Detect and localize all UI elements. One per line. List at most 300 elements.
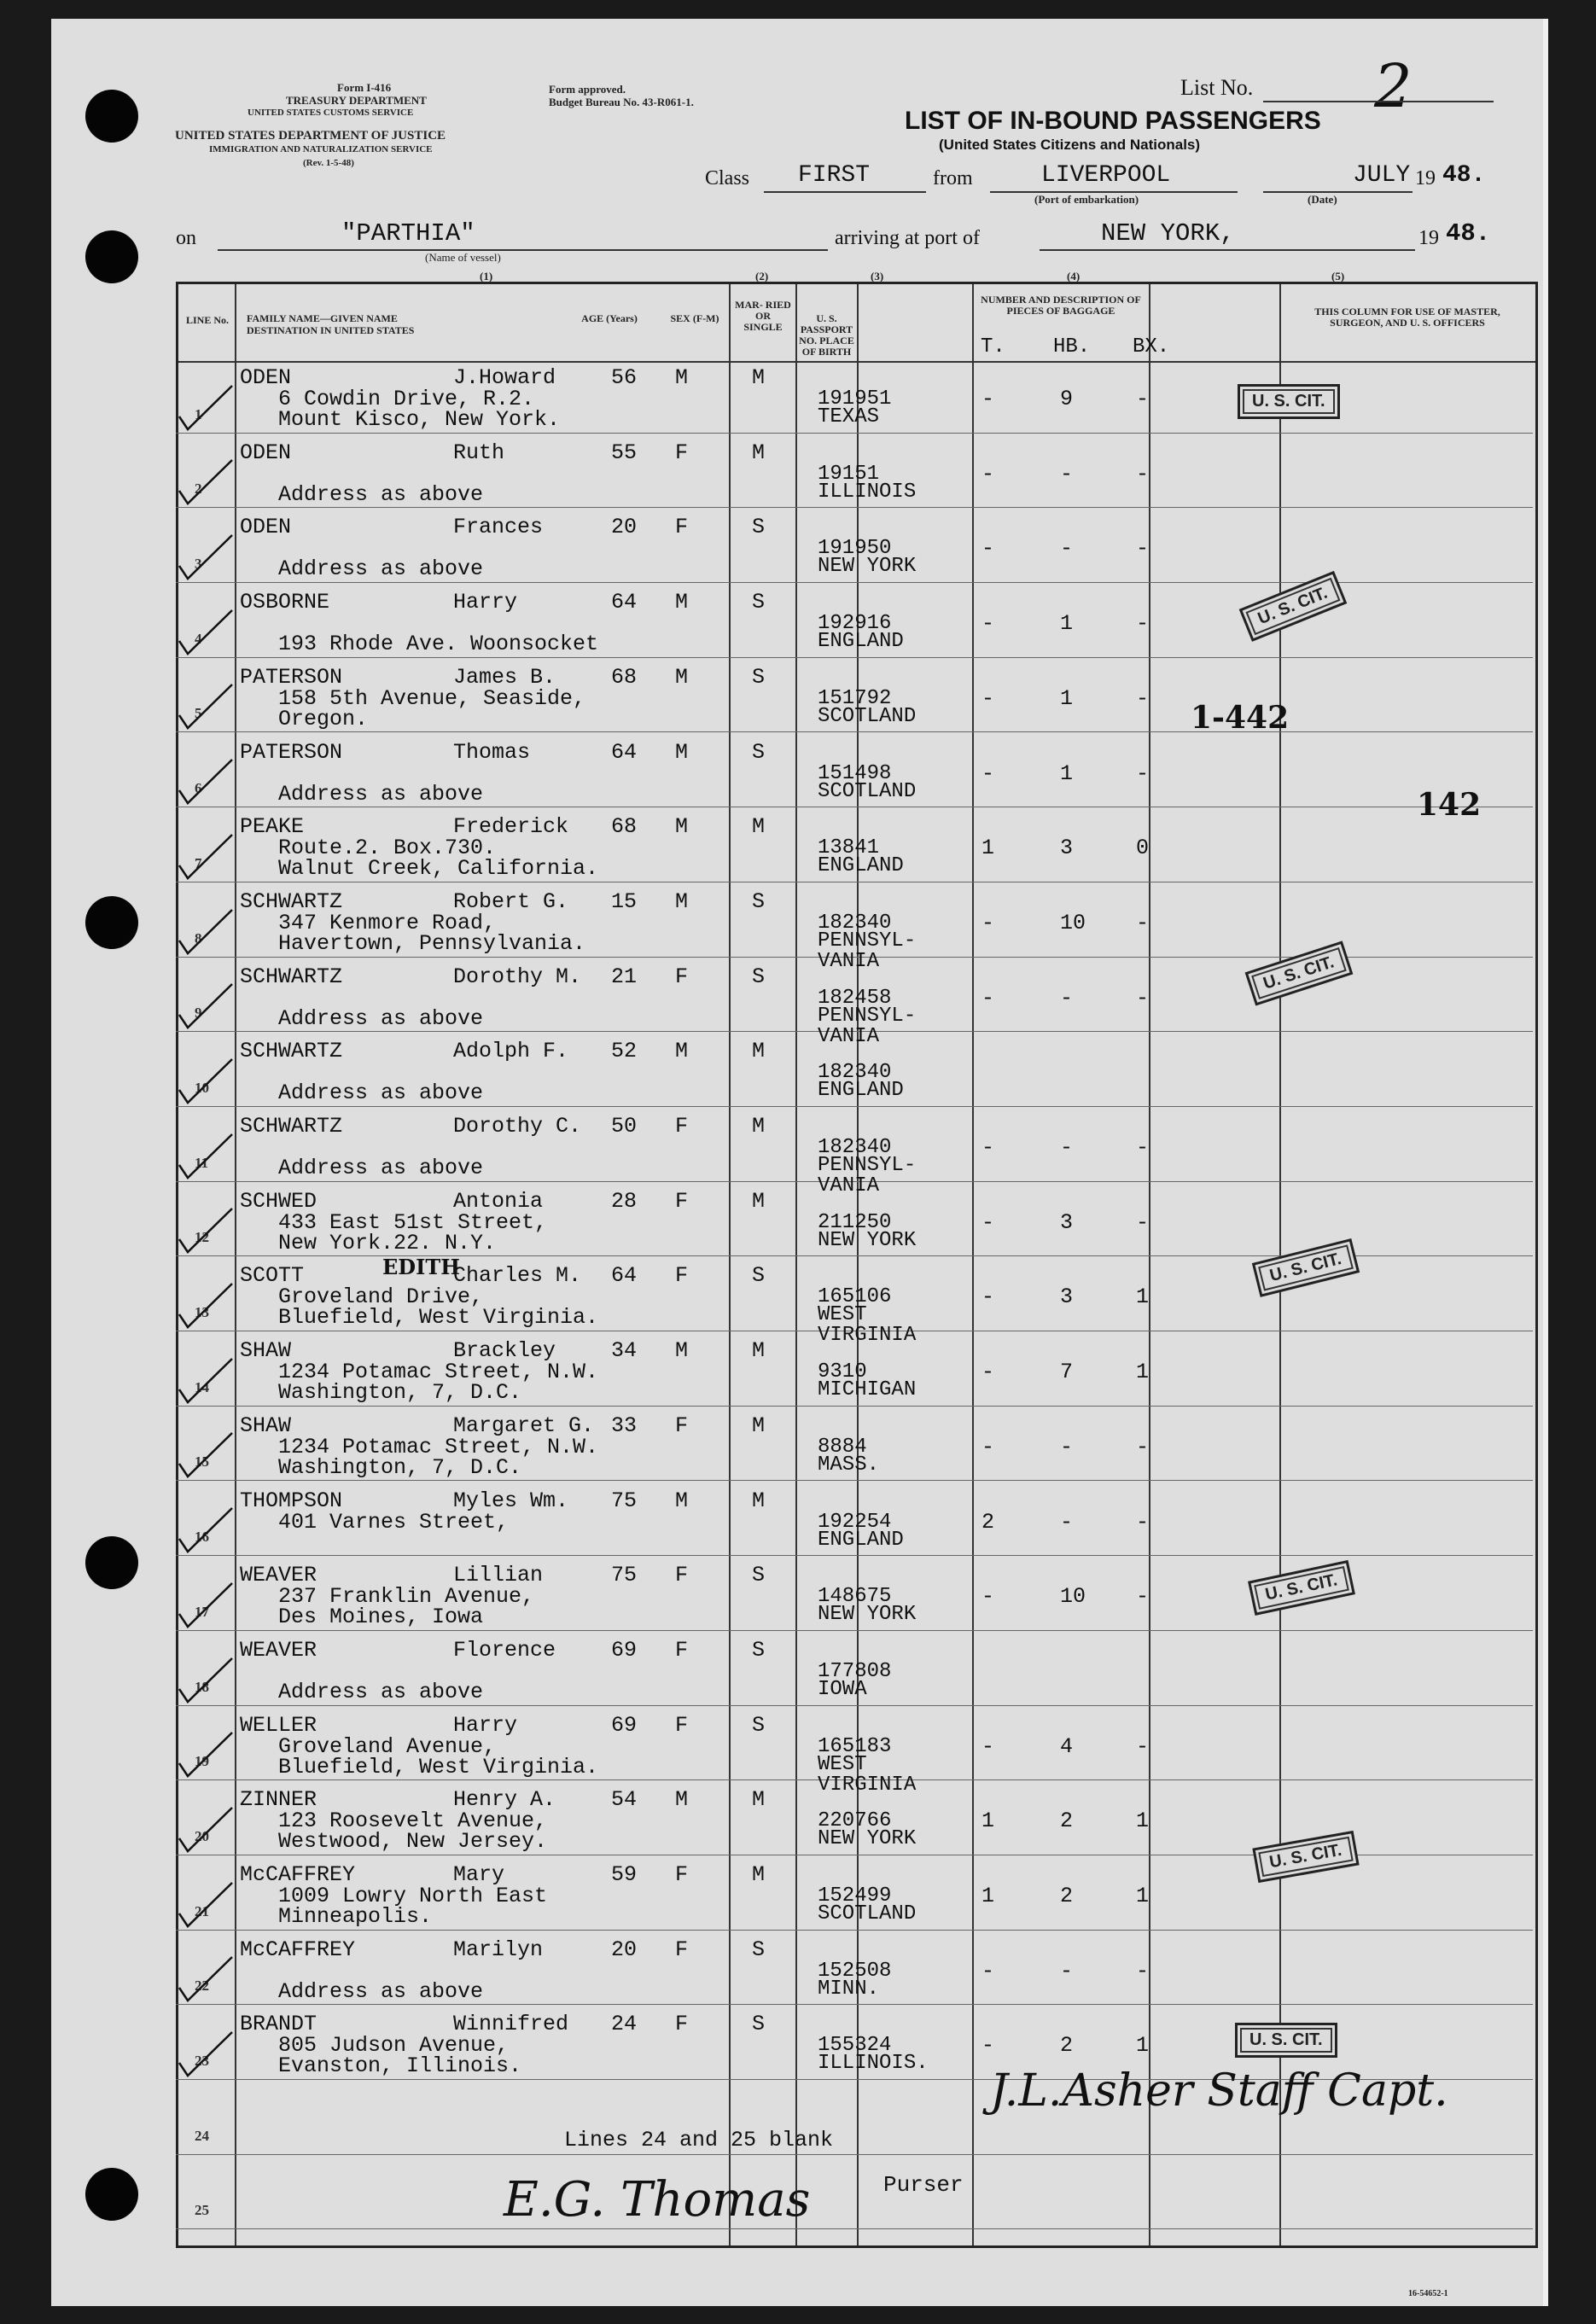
family-name: SCHWARTZ: [240, 1039, 343, 1064]
age: 64: [611, 739, 638, 765]
family-name: SHAW: [240, 1338, 292, 1364]
place-of-birth: ILLINOIS: [818, 480, 917, 504]
passport-number: 182340: [818, 911, 892, 935]
address-line-2: Washington, 7, D.C.: [278, 1454, 522, 1480]
table-row: [176, 733, 1533, 808]
col-head-name: FAMILY NAME—GIVEN NAME: [247, 312, 398, 324]
address-line-2: Address as above: [278, 781, 484, 807]
place-of-birth: MASS.: [818, 1453, 880, 1477]
line-number: 5: [195, 705, 202, 722]
passport-number: 192916: [818, 612, 892, 636]
table-row: [176, 1931, 1533, 2006]
age: 75: [611, 1563, 638, 1588]
sex: M: [675, 590, 689, 615]
baggage-t: -: [981, 611, 995, 637]
address-line-2: Address as above: [278, 481, 484, 507]
baggage-bx: -: [1136, 536, 1150, 562]
baggage-hb: 7: [1060, 1360, 1074, 1385]
binder-hole: [85, 2168, 138, 2221]
age: 75: [611, 1488, 638, 1513]
place-of-birth: MICHIGAN: [818, 1378, 917, 1402]
passport-number: 152499: [818, 1884, 892, 1908]
baggage-hb: -: [1060, 1958, 1074, 1983]
baggage-t: -: [981, 985, 995, 1011]
col-number-2: (2): [755, 270, 769, 282]
place-of-birth: IOWA: [818, 1677, 867, 1701]
line-number: 24: [195, 2127, 209, 2144]
baggage-hb: 1: [1060, 760, 1074, 786]
form-number: Form I-416: [337, 81, 392, 94]
line-number: 14: [195, 1378, 209, 1395]
given-name: Florence: [453, 1637, 556, 1663]
table-row: [176, 1482, 1533, 1557]
baggage-bx: -: [1136, 1584, 1150, 1610]
baggage-hb: 2: [1060, 2033, 1074, 2059]
age: 55: [611, 440, 638, 465]
passport-number: 155324: [818, 2034, 892, 2058]
place-of-birth: NEW YORK: [818, 555, 917, 579]
family-name: ODEN: [240, 365, 292, 390]
baggage-bx: 1: [1136, 1360, 1150, 1385]
baggage-t: -: [981, 1733, 995, 1759]
given-name: James B.: [453, 664, 556, 690]
baggage-t: -: [981, 1135, 995, 1160]
marital-status: M: [752, 1338, 766, 1364]
family-name: SCHWED: [240, 1188, 317, 1214]
given-name: Marilyn: [453, 1937, 544, 1962]
baggage-bx: -: [1136, 1958, 1150, 1983]
table-row: [176, 2155, 1533, 2230]
address-line-1: 401 Varnes Street,: [278, 1509, 510, 1535]
passport-number: 182340: [818, 1061, 892, 1085]
sex: M: [675, 365, 689, 390]
age: 69: [611, 1637, 638, 1663]
passport-number: 182340: [818, 1136, 892, 1159]
sex: M: [675, 1787, 689, 1813]
passport-number: 152508: [818, 1959, 892, 1983]
age: 56: [611, 365, 638, 390]
passport-number: 151498: [818, 761, 892, 785]
baggage-hb: 9: [1060, 387, 1074, 411]
line-number: 13: [195, 1304, 209, 1321]
baggage-hb: -: [1060, 1135, 1074, 1160]
vessel-line: [218, 249, 828, 251]
address-line-2: Address as above: [278, 1080, 484, 1106]
sex: M: [675, 888, 689, 914]
binder-hole: [85, 230, 138, 283]
baggage-hb: 10: [1060, 910, 1086, 935]
col-head-married: MAR- RIED OR SINGLE: [735, 299, 791, 333]
address-line-2: Bluefield, West Virginia.: [278, 1754, 599, 1779]
passport-number: 191950: [818, 537, 892, 561]
marital-status: M: [752, 1488, 766, 1513]
address-line-2: Bluefield, West Virginia.: [278, 1305, 599, 1331]
year-prefix: 19: [1415, 167, 1436, 189]
sex: M: [675, 739, 689, 765]
handwritten-correction: EDITH: [382, 1255, 460, 1279]
baggage-bx: -: [1136, 760, 1150, 786]
col-head-age: AGE (Years): [581, 312, 638, 324]
date-caption: (Date): [1308, 193, 1337, 206]
sex: M: [675, 1488, 689, 1513]
baggage-hb: 3: [1060, 836, 1074, 861]
form-approved: Form approved.: [549, 83, 626, 96]
baggage-bx: -: [1136, 1509, 1150, 1535]
place-of-birth: ENGLAND: [818, 1079, 904, 1103]
baggage-t: -: [981, 1958, 995, 1983]
place-of-birth: PENNSYL- VANIA: [818, 929, 917, 973]
marital-status: S: [752, 1937, 766, 1962]
sex: M: [675, 1338, 689, 1364]
marital-status: M: [752, 440, 766, 465]
passport-number: 151792: [818, 686, 892, 710]
sex: F: [675, 1563, 689, 1588]
port-value: LIVERPOOL: [1041, 162, 1171, 189]
table-row: [176, 1407, 1533, 1482]
address-line-1: Groveland Avenue,: [278, 1733, 497, 1759]
baggage-t: 1: [981, 1884, 995, 1908]
col-head-bag-t: T.: [981, 335, 1005, 358]
baggage-bx: 1: [1136, 1809, 1150, 1834]
address-line-1: 158 5th Avenue, Seaside,: [278, 685, 586, 711]
baggage-t: -: [981, 910, 995, 935]
passport-number: 220766: [818, 1809, 892, 1833]
sex: F: [675, 1412, 689, 1438]
address-line-1: Route.2. Box.730.: [278, 836, 497, 861]
binder-hole: [85, 1536, 138, 1589]
address-line-1: 6 Cowdin Drive, R.2.: [278, 387, 535, 411]
line-number: 19: [195, 1753, 209, 1770]
col-head-passport: U. S. PASSPORT NO. PLACE OF BIRTH: [799, 312, 854, 358]
marital-status: S: [752, 1637, 766, 1663]
sex: M: [675, 664, 689, 690]
baggage-t: -: [981, 2033, 995, 2059]
baggage-hb: 2: [1060, 1884, 1074, 1908]
passport-number: 192254: [818, 1510, 892, 1534]
place-of-birth: SCOTLAND: [818, 1902, 917, 1925]
given-name: Brackley: [453, 1338, 556, 1364]
baggage-t: -: [981, 461, 995, 486]
passport-number: 191951: [818, 387, 892, 411]
age: 21: [611, 964, 638, 989]
baggage-t: -: [981, 1434, 995, 1459]
passport-number: 211250: [818, 1210, 892, 1234]
address-line-1: 1234 Potamac Street, N.W.: [278, 1360, 599, 1385]
baggage-bx: 1: [1136, 1884, 1150, 1908]
address-line-2: Address as above: [278, 1978, 484, 2004]
col-head-dest: DESTINATION IN UNITED STATES: [247, 324, 415, 336]
form-code: 16-54652-1: [1408, 2289, 1448, 2298]
baggage-hb: 4: [1060, 1733, 1074, 1759]
col-head-line: LINE No.: [185, 314, 229, 326]
family-name: OSBORNE: [240, 590, 330, 615]
address-line-2: Westwood, New Jersey.: [278, 1829, 548, 1855]
col-head-bag-hb: HB.: [1053, 335, 1091, 358]
place-of-birth: NEW YORK: [818, 1603, 917, 1627]
address-line-1: 237 Franklin Avenue,: [278, 1584, 535, 1610]
passport-number: 165183: [818, 1734, 892, 1758]
arriving-label: arriving at port of: [835, 227, 980, 249]
line-number: 25: [195, 2202, 209, 2219]
page-title: LIST OF IN-BOUND PASSENGERS: [905, 107, 1321, 135]
given-name: Antonia: [453, 1188, 544, 1214]
sex: F: [675, 1862, 689, 1887]
family-name: SHAW: [240, 1412, 292, 1438]
given-name: Myles Wm.: [453, 1488, 569, 1513]
age: 69: [611, 1712, 638, 1738]
binder-hole: [85, 90, 138, 143]
address-line-2: Minneapolis.: [278, 1904, 433, 1929]
baggage-hb: 2: [1060, 1809, 1074, 1834]
treasury-dept: TREASURY DEPARTMENT: [286, 94, 427, 107]
baggage-bx: -: [1136, 611, 1150, 637]
family-name: ZINNER: [240, 1787, 317, 1813]
family-name: SCHWARTZ: [240, 964, 343, 989]
baggage-hb: -: [1060, 1434, 1074, 1459]
marital-status: S: [752, 2012, 766, 2037]
given-name: Margaret G.: [453, 1412, 595, 1438]
sex: M: [675, 1039, 689, 1064]
baggage-t: -: [981, 685, 995, 711]
place-of-birth: PENNSYL- VANIA: [818, 1004, 917, 1048]
table-row: [176, 1107, 1533, 1197]
place-of-birth: SCOTLAND: [818, 779, 917, 803]
sex: F: [675, 440, 689, 465]
family-name: WEAVER: [240, 1563, 317, 1588]
arrival-year-value: 48.: [1446, 219, 1491, 248]
place-of-birth: NEW YORK: [818, 1827, 917, 1851]
address-line-1: 1009 Lowry North East: [278, 1884, 548, 1908]
family-name: PEAKE: [240, 814, 305, 840]
age: 20: [611, 1937, 638, 1962]
master-signature: J.L.Asher Staff Capt.: [990, 2065, 1448, 2117]
given-name: J.Howard: [453, 365, 556, 390]
baggage-hb: -: [1060, 985, 1074, 1011]
place-of-birth: WEST VIRGINIA: [818, 1303, 917, 1348]
sex: F: [675, 1188, 689, 1214]
passport-number: 13841: [818, 836, 880, 860]
given-name: Harry: [453, 1712, 518, 1738]
age: 54: [611, 1787, 638, 1813]
age: 50: [611, 1114, 638, 1139]
table-row: [176, 1631, 1533, 1706]
given-name: Charles M.: [453, 1263, 582, 1289]
us-cit-stamp: U. S. CIT.: [1252, 1238, 1360, 1297]
passport-number: 19151: [818, 462, 880, 486]
given-name: Adolph F.: [453, 1039, 569, 1064]
baggage-bx: 1: [1136, 1284, 1150, 1310]
page-subtitle: (United States Citizens and Nationals): [939, 137, 1201, 153]
col-head-bag-bx: BX.: [1133, 335, 1170, 358]
baggage-hb: 1: [1060, 685, 1074, 711]
baggage-t: 1: [981, 1809, 995, 1834]
marital-status: M: [752, 1862, 766, 1887]
address-line-1: 1234 Potamac Street, N.W.: [278, 1434, 599, 1459]
line-number: 1: [195, 405, 202, 422]
family-name: PATERSON: [240, 664, 343, 690]
family-name: McCAFFREY: [240, 1862, 356, 1887]
year-value: 48.: [1442, 162, 1486, 189]
family-name: WEAVER: [240, 1637, 317, 1663]
baggage-bx: -: [1136, 1135, 1150, 1160]
line-number: 10: [195, 1079, 209, 1096]
address-line-1: 433 East 51st Street,: [278, 1209, 548, 1235]
age: 28: [611, 1188, 638, 1214]
line-number: 17: [195, 1603, 209, 1620]
baggage-t: -: [981, 1209, 995, 1235]
col-head-baggage: NUMBER AND DESCRIPTION OF PIECES OF BAGGAGE: [981, 294, 1141, 317]
handwritten-note: 1-442: [1191, 700, 1290, 736]
marital-status: M: [752, 1039, 766, 1064]
address-line-2: Havertown, Pennsylvania.: [278, 930, 586, 956]
class-label: Class: [705, 167, 750, 189]
place-of-birth: WEST VIRGINIA: [818, 1752, 917, 1797]
binder-hole: [85, 896, 138, 949]
line-number: 15: [195, 1453, 209, 1471]
passport-number: 165106: [818, 1285, 892, 1309]
marital-status: M: [752, 1188, 766, 1214]
baggage-bx: -: [1136, 910, 1150, 935]
passport-number: 8884: [818, 1435, 867, 1459]
family-name: SCHWARTZ: [240, 1114, 343, 1139]
baggage-bx: -: [1136, 1434, 1150, 1459]
address-line-2: Des Moines, Iowa: [278, 1605, 484, 1630]
line-number: 21: [195, 1902, 209, 1919]
baggage-hb: 3: [1060, 1209, 1074, 1235]
table-row: [176, 658, 1533, 733]
place-of-birth: ENGLAND: [818, 854, 904, 878]
given-name: Dorothy M.: [453, 964, 582, 989]
sex: M: [675, 814, 689, 840]
baggage-t: -: [981, 1360, 995, 1385]
family-name: PATERSON: [240, 739, 343, 765]
age: 33: [611, 1412, 638, 1438]
baggage-t: -: [981, 760, 995, 786]
place-of-birth: SCOTLAND: [818, 704, 917, 728]
baggage-t: -: [981, 536, 995, 562]
ins-service: IMMIGRATION AND NATURALIZATION SERVICE: [209, 144, 433, 154]
sex: F: [675, 1637, 689, 1663]
baggage-hb: 3: [1060, 1284, 1074, 1310]
age: 52: [611, 1039, 638, 1064]
place-of-birth: ENGLAND: [818, 630, 904, 654]
col-number-5: (5): [1331, 270, 1345, 282]
given-name: Frederick: [453, 814, 569, 840]
baggage-t: 2: [981, 1509, 995, 1535]
line-number: 7: [195, 854, 202, 871]
line-number: 2: [195, 481, 202, 498]
baggage-hb: -: [1060, 461, 1074, 486]
vessel-value: "PARTHIA": [341, 219, 475, 248]
list-no-value: 2: [1374, 51, 1413, 121]
address-line-2: Address as above: [278, 1005, 484, 1031]
us-cit-stamp: U. S. CIT.: [1245, 941, 1353, 1006]
age: 64: [611, 590, 638, 615]
address-line-2: 193 Rhode Ave. Woonsocket: [278, 632, 599, 657]
family-name: BRANDT: [240, 2012, 317, 2037]
marital-status: S: [752, 964, 766, 989]
purser-signature: E.G. Thomas: [504, 2172, 811, 2228]
line-number: 20: [195, 1827, 209, 1844]
on-label: on: [176, 227, 196, 249]
address-line-2: Walnut Creek, California.: [278, 856, 599, 882]
line-number: 11: [195, 1154, 209, 1171]
vessel-caption: (Name of vessel): [425, 251, 501, 264]
list-no-line: [1263, 101, 1494, 102]
age: 20: [611, 515, 638, 540]
passport-number: 182458: [818, 986, 892, 1010]
baggage-bx: -: [1136, 985, 1150, 1011]
age: 24: [611, 2012, 638, 2037]
family-name: ODEN: [240, 515, 292, 540]
col-head-sex: SEX (F-M): [670, 312, 719, 324]
col-head-officers: THIS COLUMN FOR USE OF MASTER, SURGEON, AND U. S. OFFICERS: [1314, 306, 1500, 329]
baggage-t: -: [981, 1284, 995, 1310]
family-name: THOMPSON: [240, 1488, 343, 1513]
line-number: 9: [195, 1005, 202, 1022]
family-name: ODEN: [240, 440, 292, 465]
passport-number: 177808: [818, 1659, 892, 1683]
address-line-2: Address as above: [278, 1156, 484, 1180]
marital-status: S: [752, 515, 766, 540]
address-line-2: Evanston, Illinois.: [278, 2053, 522, 2079]
row-divider: [176, 2228, 1533, 2229]
date-line: [1263, 191, 1413, 193]
line-number: 18: [195, 1678, 209, 1695]
family-name: McCAFFREY: [240, 1937, 356, 1962]
age: 15: [611, 888, 638, 914]
table-row: [176, 1331, 1533, 1407]
marital-status: M: [752, 1114, 766, 1139]
baggage-hb: 1: [1060, 611, 1074, 637]
arrival-port-value: NEW YORK,: [1101, 219, 1235, 248]
place-of-birth: TEXAS: [818, 405, 880, 428]
line-number: 12: [195, 1229, 209, 1246]
baggage-t: 1: [981, 836, 995, 861]
address-line-1: Groveland Drive,: [278, 1284, 484, 1310]
address-line-2: New York.22. N.Y.: [278, 1230, 497, 1255]
class-line: [764, 191, 926, 193]
baggage-bx: 1: [1136, 2033, 1150, 2059]
baggage-hb: -: [1060, 536, 1074, 562]
marital-status: M: [752, 1412, 766, 1438]
justice-dept: UNITED STATES DEPARTMENT OF JUSTICE: [175, 129, 446, 143]
given-name: Dorothy C.: [453, 1114, 582, 1139]
from-label: from: [933, 167, 973, 189]
port-caption: (Port of embarkation): [1034, 193, 1139, 206]
given-name: Ruth: [453, 440, 505, 465]
revision: (Rev. 1-5-48): [303, 158, 354, 168]
table-row: [176, 434, 1533, 509]
sex: F: [675, 964, 689, 989]
given-name: Frances: [453, 515, 544, 540]
baggage-t: -: [981, 1584, 995, 1610]
baggage-bx: 0: [1136, 836, 1150, 861]
address-line-2: Address as above: [278, 556, 484, 582]
sex: F: [675, 2012, 689, 2037]
given-name: Lillian: [453, 1563, 544, 1588]
customs-service: UNITED STATES CUSTOMS SERVICE: [248, 108, 414, 118]
class-value: FIRST: [798, 162, 871, 189]
address-line-1: Lines 24 and 25 blank: [564, 2128, 834, 2153]
baggage-bx: -: [1136, 1209, 1150, 1235]
place-of-birth: PENNSYL- VANIA: [818, 1154, 917, 1197]
sex: F: [675, 1263, 689, 1289]
baggage-bx: -: [1136, 387, 1150, 411]
place-of-birth: NEW YORK: [818, 1228, 917, 1252]
sex: F: [675, 1937, 689, 1962]
line-number: 6: [195, 780, 202, 797]
